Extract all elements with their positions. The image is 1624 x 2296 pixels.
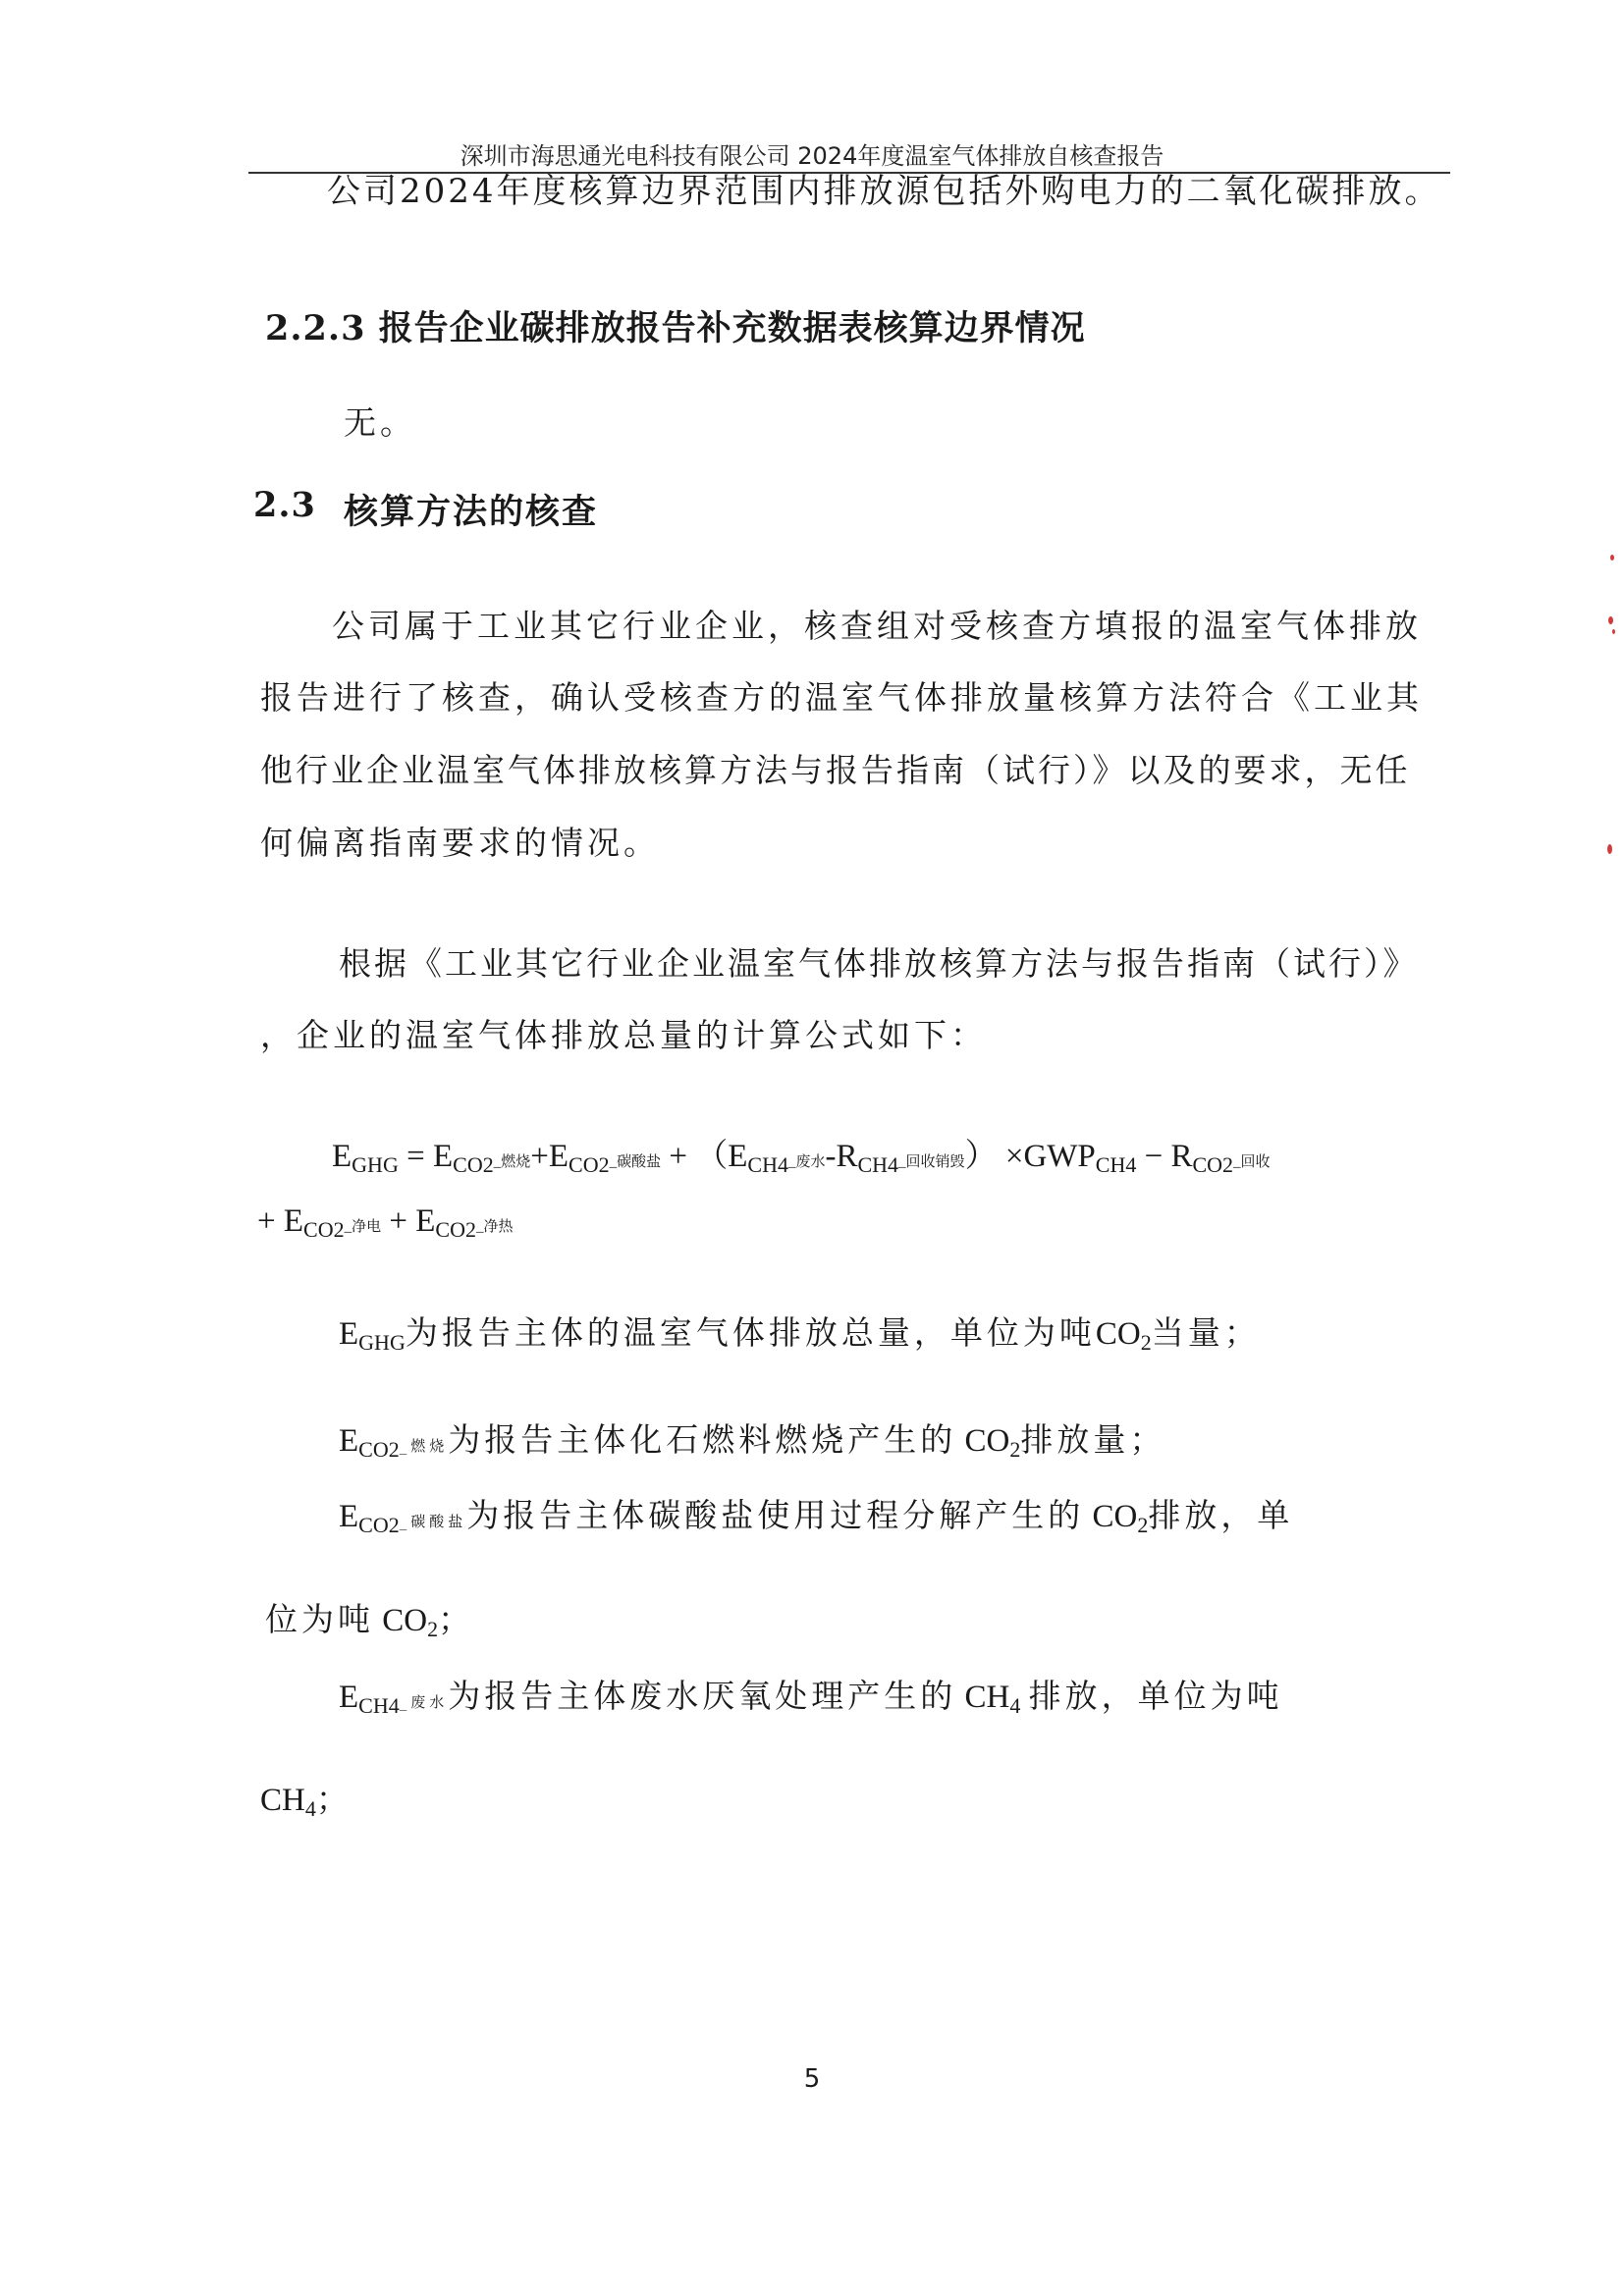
section-heading-2-2-3: 2.2.3 报告企业碳排放报告补充数据表核算边界情况 xyxy=(265,308,1086,348)
definition-e-co2-carbonate-cont: 位为吨 CO2； xyxy=(265,1600,475,1641)
formula-gwp-ch4: GWPCH4 xyxy=(1023,1139,1137,1177)
none-line: 无。 xyxy=(344,403,416,442)
definition-e-ch4-wastewater-cont: CH4； xyxy=(260,1780,352,1821)
definition-e-co2-combustion: ECO2_燃烧为报告主体化石燃料燃烧产生的 CO2排放量； xyxy=(339,1420,1166,1462)
formula-e-co2-carbonate: ECO2_碳酸盐 xyxy=(548,1139,662,1177)
page-header-title: 深圳市海思通光电科技有限公司 2024年度温室气体排放自核查报告 xyxy=(460,142,1164,170)
paragraph-2-line-1: 根据《工业其它行业企业温室气体排放核算方法与报告指南（试行）》 xyxy=(339,944,1419,983)
paragraph-1-line-1: 公司属于工业其它行业企业，核查组对受核查方填报的温室气体排放 xyxy=(332,607,1422,645)
formula-e-co2-combustion: ECO2_燃烧 xyxy=(432,1139,531,1177)
definition-e-ghg: EGHG为报告主体的温室气体排放总量，单位为吨CO2当量； xyxy=(339,1313,1261,1355)
formula-line-2: + ECO2_净电 + ECO2_净热 xyxy=(257,1203,514,1242)
scan-speck xyxy=(1610,555,1614,561)
formula-r-ch4-recovery: RCH4_回收销毁 xyxy=(836,1139,965,1177)
scan-speck xyxy=(1612,629,1615,634)
section-heading-2-3-title: 核算方法的核查 xyxy=(344,492,599,532)
definition-e-ch4-wastewater: ECH4_废水为报告主体废水厌氧处理产生的 CH4 排放，单位为吨 xyxy=(339,1677,1283,1718)
intro-line: 公司2024年度核算边界范围内排放源包括外购电力的二氧化碳排放。 xyxy=(327,172,1441,211)
formula-e-co2-net-heat: ECO2_净热 xyxy=(415,1203,514,1242)
formula-e-co2-net-electricity: ECO2_净电 xyxy=(283,1203,382,1242)
page-number: 5 xyxy=(803,2064,821,2094)
paragraph-1-line-2: 报告进行了核查，确认受核查方的温室气体排放量核算方法符合《工业其 xyxy=(260,678,1423,717)
formula-e-ch4-wastewater: ECH4_废水 xyxy=(728,1139,826,1177)
formula-e-ghg: EGHG xyxy=(332,1139,399,1177)
paragraph-1-line-4: 何偏离指南要求的情况。 xyxy=(260,824,660,862)
scan-speck xyxy=(1607,844,1612,854)
scan-speck xyxy=(1608,616,1613,624)
paragraph-1-line-3: 他行业企业温室气体排放核算方法与报告指南（试行）》以及的要求，无任 xyxy=(260,751,1411,789)
formula-r-co2-recovery: RCO2_回收 xyxy=(1170,1139,1271,1177)
paragraph-2-line-2: ，企业的温室气体排放总量的计算公式如下： xyxy=(260,1016,987,1054)
section-heading-2-3-number: 2.3 xyxy=(253,485,316,525)
formula-line-1: EGHG = ECO2_燃烧+ECO2_碳酸盐 + （ECH4_废水-RCH4_回收销毁） ×GWPCH4 − RCO2_回收 xyxy=(332,1139,1271,1177)
definition-e-co2-carbonate: ECO2_碳酸盐为报告主体碳酸盐使用过程分解产生的 CO2排放，单 xyxy=(339,1496,1294,1537)
